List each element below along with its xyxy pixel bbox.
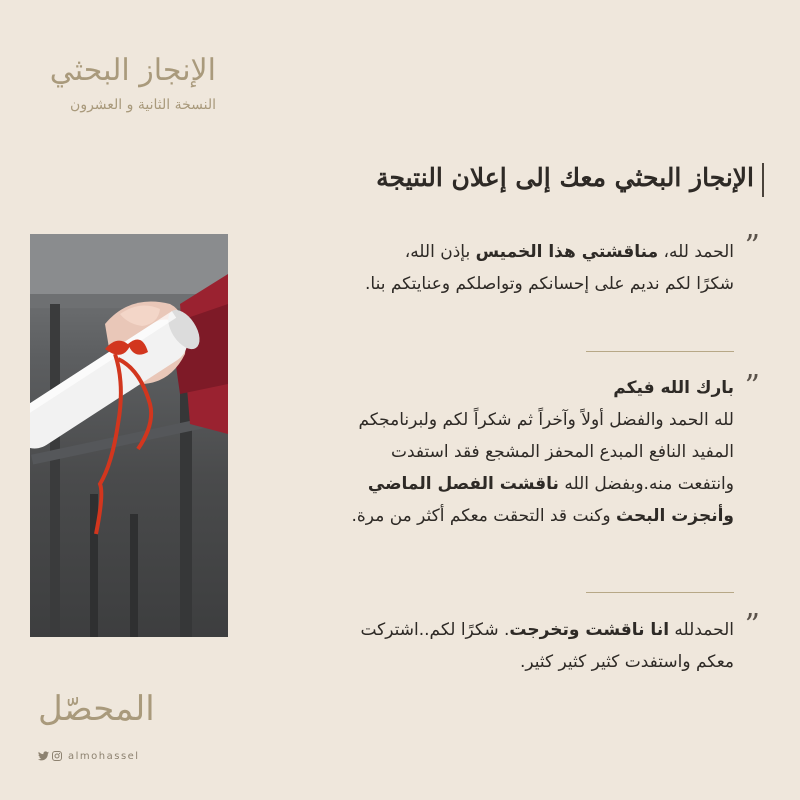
social-links [38, 749, 140, 763]
text-segment: بإذن الله، [404, 242, 476, 262]
brand-subtitle: النسخة الثانية و العشرون [70, 97, 216, 113]
quote-mark-icon: ” [744, 369, 760, 404]
text-segment: وكنت قد التحقت معكم أكثر من مرة. [351, 506, 616, 526]
brand-title: الإنجاز البحثي [49, 53, 216, 88]
highlighted-text: انا ناقشت وتخرجت [509, 620, 670, 640]
highlighted-text: مناقشتي هذا الخميس [475, 242, 659, 262]
brand-header [30, 52, 216, 116]
highlighted-text: وأنجزت البحث [615, 506, 734, 526]
text-segment: الحمد لله، [658, 242, 734, 262]
testimonial-3 [254, 614, 734, 678]
text-segment: . شكرًا لكم..اشتركت [360, 620, 510, 640]
social-handle[interactable]: almohassel [68, 750, 140, 762]
testimonial-line [254, 500, 734, 532]
text-segment: شكرًا لكم نديم على إحسانكم وتواصلكم وعنايتكم بنا. [365, 274, 734, 294]
highlighted-text: بارك الله فيكم [613, 378, 734, 398]
testimonial-line [254, 436, 734, 468]
testimonial-2 [254, 372, 734, 532]
instagram-icon[interactable] [52, 751, 62, 761]
text-segment: معكم واستفدت كثير كثير كثير. [519, 652, 734, 672]
divider [586, 592, 734, 593]
text-segment: الحمدلله [669, 620, 734, 640]
testimonial-line [254, 268, 734, 300]
quote-mark-icon: ” [744, 229, 760, 264]
testimonial-line [254, 372, 734, 404]
testimonial-1 [254, 236, 734, 300]
graduation-photo [30, 234, 228, 637]
divider [586, 351, 734, 352]
testimonial-line [254, 468, 734, 500]
text-segment: المفيد النافع المبدع المحفز المشجع فقد استفدت [391, 442, 734, 462]
testimonial-line [254, 404, 734, 436]
twitter-icon[interactable] [38, 751, 49, 761]
text-segment: وانتفعت منه.وبفضل الله [558, 474, 734, 494]
headline-accent-bar [762, 163, 764, 197]
text-segment: لله الحمد والفضل أولاً وآخراً ثم شكراً لكم ولبرنامجكم [358, 410, 734, 430]
quote-mark-icon: ” [744, 608, 760, 643]
highlighted-text: ناقشت الفصل الماضي [367, 474, 559, 494]
testimonial-line [254, 646, 734, 678]
page-title: الإنجاز البحثي معك إلى إعلان النتيجة [376, 163, 754, 192]
testimonial-line [254, 236, 734, 268]
testimonial-line [254, 614, 734, 646]
diploma-hands-illustration [30, 234, 228, 637]
logo: المحصّل [38, 689, 155, 729]
